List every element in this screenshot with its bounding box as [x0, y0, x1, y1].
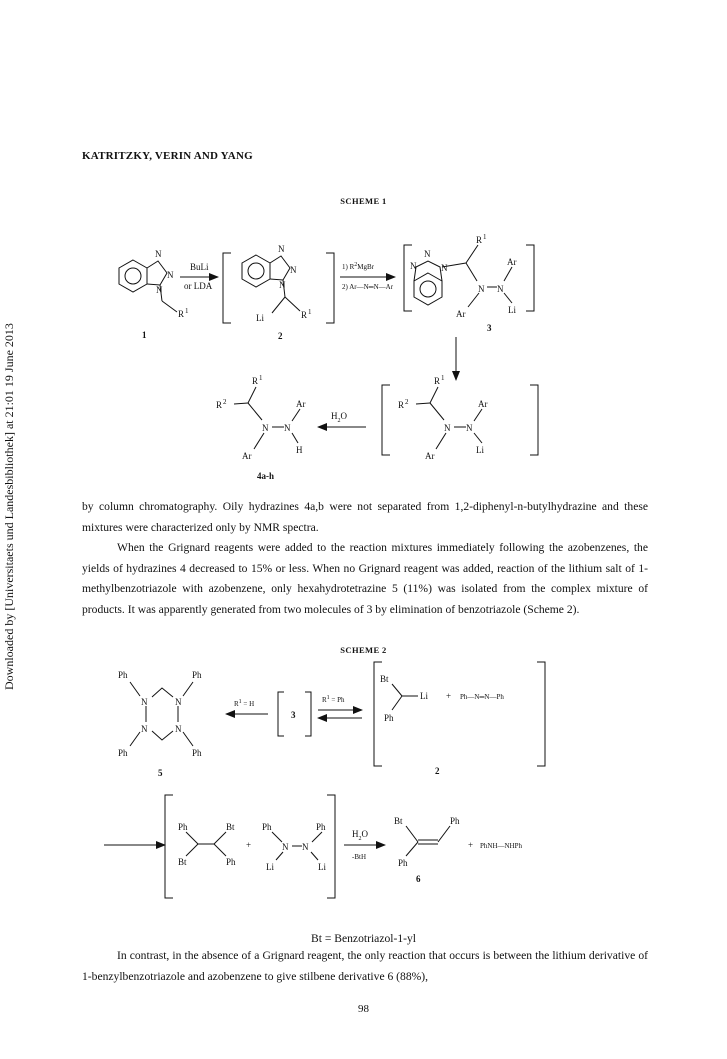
reagent-buli: BuLi [190, 262, 209, 272]
paragraph-stilbene: In contrast, in the absence of a Grignard reagent, the only reaction that occurs is between the lithium derivative of 1-benzylbenzotriazole and azobenzene to give stilbene derivative 6 (88%), [82, 949, 648, 983]
li-label: Li [318, 862, 326, 872]
compound-2-structure [223, 244, 334, 323]
r-atom-label: R [301, 310, 308, 320]
ph-label: Ph [316, 822, 326, 832]
svg-text:2: 2 [405, 398, 409, 406]
n-atom-label: N [155, 249, 162, 259]
condition-r-ph: R1 = Ph [322, 695, 345, 704]
ph-label: Ph [384, 713, 394, 723]
bracket-compound-3-label: 3 [291, 710, 296, 720]
ar-atom-label: Ar [478, 399, 488, 409]
plus-sign: + [446, 691, 452, 701]
plus-sign: + [468, 840, 474, 850]
svg-text:1: 1 [259, 374, 263, 382]
n-atom-label: N [444, 423, 451, 433]
reagent-water: $H_2O$ [352, 829, 368, 842]
bt-label: Bt [380, 674, 389, 684]
svg-text:1: 1 [308, 308, 312, 316]
paragraph-grignard: When the Grignard reagents were added to the reaction mixtures immediately following the azobenzenes, the yields of hydrazines 4 decreased to 15% or less. When no Grignard reagent was added, reaction of the lithium salt of 1-methylbenzotriazole with azobenzene, only hexahydrotetrazine 5 (11%) was isolated from the complex mixture of products. It was apparently generated from two molecules of 3 by elimination of benzotriazole (Scheme 2). [82, 541, 648, 616]
n-atom-label: N [466, 423, 473, 433]
ph-label: Ph [192, 670, 202, 680]
ar-atom-label: Ar [507, 257, 517, 267]
li-atom-label: Li [476, 445, 484, 455]
compound-4-structure [216, 374, 306, 461]
n-atom-label: N [175, 724, 182, 734]
bt-definition: Bt = Benzotriazol-1-yl [310, 932, 417, 945]
body-text-1 [82, 497, 648, 620]
n-atom-label: N [290, 265, 297, 275]
compound-3-structure [404, 233, 534, 319]
h-atom-label: H [296, 445, 303, 455]
compound-2-label: 2 [278, 331, 283, 341]
n-atom-label: N [279, 280, 286, 290]
bt-label: Bt [178, 857, 187, 867]
page-number: 98 [358, 1003, 369, 1015]
reagent-azobenzene: 2) Ar—N═N—Ar [342, 283, 394, 291]
n-atom-label: N [262, 423, 269, 433]
r-atom-label: R [216, 400, 223, 410]
hydrazine-dilithium-structure [262, 822, 326, 872]
running-head: KATRITZKY, VERIN AND YANG [82, 150, 253, 162]
n-atom-label: N [441, 263, 448, 273]
ar-atom-label: Ar [296, 399, 306, 409]
ph-label: Ph [226, 857, 236, 867]
bt-label: Bt [394, 816, 403, 826]
n-atom-label: N [302, 842, 309, 852]
ar-atom-label: Ar [456, 309, 466, 319]
compound-5-structure [118, 670, 202, 758]
n-atom-label: N [175, 697, 182, 707]
scheme1-figure [0, 215, 727, 480]
li-atom-label: Li [256, 313, 264, 323]
li-label: Li [420, 691, 428, 701]
r-atom-label: R [434, 376, 441, 386]
n-atom-label: N [167, 270, 174, 280]
n-atom-label: N [141, 697, 148, 707]
compound-5-label: 5 [158, 768, 163, 778]
ph-label: Ph [262, 822, 272, 832]
ph-label: Ph [178, 822, 188, 832]
n-atom-label: N [141, 724, 148, 734]
compound-3-label: 3 [487, 323, 492, 333]
n-atom-label: N [410, 261, 417, 271]
svg-text:1: 1 [441, 374, 445, 382]
reagent-water: $H_2O$ [331, 411, 347, 424]
ar-atom-label: Ar [242, 451, 252, 461]
ph-label: Ph [118, 670, 128, 680]
condition-r-h: R1 = H [234, 699, 255, 708]
svg-text:2: 2 [223, 398, 227, 406]
r-atom-label: R [178, 309, 185, 319]
scheme2-figure [0, 660, 727, 920]
li-atom-label: Li [508, 305, 516, 315]
body-text-2 [82, 946, 648, 987]
compound-2-ph-structure [380, 674, 428, 723]
compound-1-structure [119, 249, 189, 319]
svg-text:1: 1 [185, 307, 189, 315]
ph-label: Ph [398, 858, 408, 868]
compound-6-structure [394, 816, 460, 868]
svg-text:1: 1 [483, 233, 487, 241]
r-atom-label: R [398, 400, 405, 410]
n-atom-label: N [278, 244, 285, 254]
magnesium-intermediate-structure [382, 374, 538, 461]
r-atom-label: R [476, 235, 483, 245]
n-atom-label: N [424, 249, 431, 259]
bt-label: Bt [226, 822, 235, 832]
scheme1-title: SCHEME 1 [340, 196, 387, 206]
n-atom-label: N [282, 842, 289, 852]
reagent-lda: or LDA [184, 281, 213, 291]
ar-atom-label: Ar [425, 451, 435, 461]
compound-1-label: 1 [142, 330, 147, 340]
compound-4-label: 4a-h [257, 471, 275, 480]
reagent-grignard: 1) R2MgBr [342, 262, 374, 271]
r-atom-label: R [252, 376, 259, 386]
hydrazobenzene-formula: PhNH—NHPh [480, 842, 523, 850]
dimer-structure [178, 822, 236, 867]
n-atom-label: N [497, 284, 504, 294]
n-atom-label: N [284, 423, 291, 433]
ph-label: Ph [192, 748, 202, 758]
n-atom-label: N [156, 285, 163, 295]
download-watermark-text: Downloaded by [Universitaets und Landesbibliothek] at 21:01 19 June 2013 [2, 323, 16, 690]
li-label: Li [266, 862, 274, 872]
compound-2-label: 2 [435, 766, 440, 776]
ph-label: Ph [118, 748, 128, 758]
scheme2-title: SCHEME 2 [340, 645, 387, 655]
paragraph-continuation: by column chromatography. Oily hydrazines 4a,b were not separated from 1,2-diphenyl-n-butylhydrazine and these mixtures were characterized only by NMR spectra. [82, 500, 648, 534]
plus-sign: + [246, 840, 252, 850]
azobenzene-formula: Ph—N═N—Ph [460, 693, 504, 701]
ph-label: Ph [450, 816, 460, 826]
n-atom-label: N [478, 284, 485, 294]
elimination-label: -BtH [352, 853, 366, 861]
compound-6-label: 6 [416, 874, 421, 884]
